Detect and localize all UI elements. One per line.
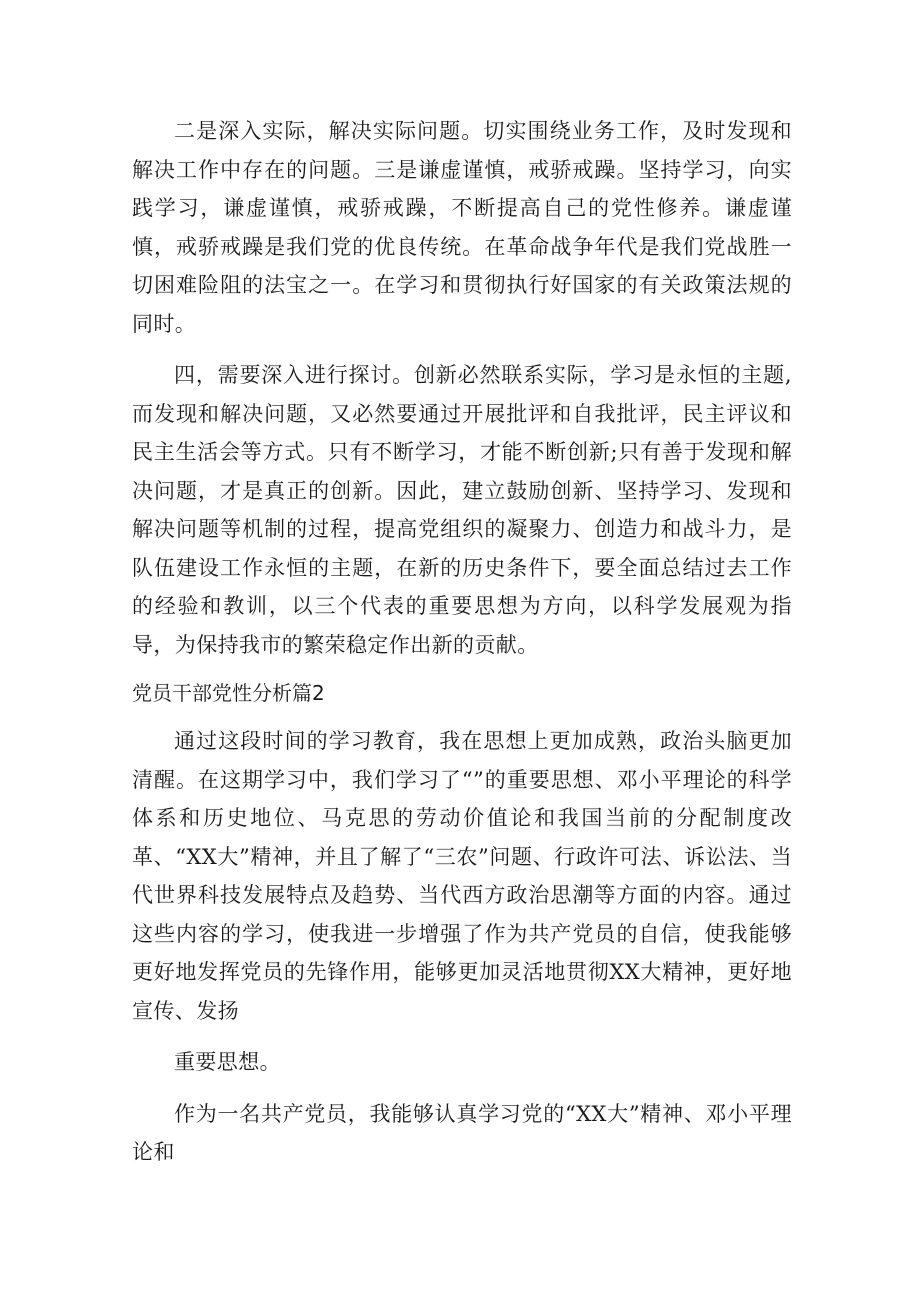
paragraph-practice: 二是深入实际，解决实际问题。切实围绕业务工作，及时发现和解决工作中存在的问题。三是谦虚谨慎，戒骄戒躁。坚持学习，向实践学习，谦虚谨慎，戒骄戒躁，不断提高自己的党性修养。谦虚谨慎，戒骄戒躁是我们党的优良传统。在革命战争年代是我们党战胜一切困难险阻的法宝之一。在学习和贯彻执行好国家的有关政策法规的同时。: [132, 119, 792, 336]
paragraph-study: 通过这段时间的学习教育，我在思想上更加成熟，政治头脑更加清醒。在这期学习中，我们学习了“”的重要思想、邓小平理论的科学体系和历史地位、马克思的劳动价值论和我国当前的分配制度改革、“XX大”精神，并且了解了“三农”问题、行政许可法、诉讼法、当代世界科技发展特点及趋势、当代西方政治思潮等方面的内容。通过这些内容的学习，使我进一步增强了作为共产党员的自信，使我能够更好地发挥党员的先锋作用，能够更加灵活地贯彻XX大精神，更好地宣传、发扬: [132, 729, 792, 1023]
paragraph-discussion: 四，需要深入进行探讨。创新必然联系实际，学习是永恒的主题,而发现和解决问题，又必然要通过开展批评和自我批评，民主评议和民主生活会等方式。只有不断学习，才能不断创新;只有善于发现和解决问题，才是真正的创新。因此，建立鼓励创新、坚持学习、发现和解决问题等机制的过程，提高党组织的凝聚力、创造力和战斗力，是队伍建设工作永恒的主题，在新的历史条件下，要全面总结过去工作的经验和教训，以三个代表的重要思想为方向，以科学发展观为指导，为保持我市的繁荣稳定作出新的贡献。: [132, 363, 792, 657]
paragraph-important-thought: 重要思想。: [174, 1050, 281, 1074]
paragraph-party-member: 作为一名共产党员，我能够认真学习党的“XX大”精神、邓小平理论和: [132, 1101, 792, 1164]
document-body: [132, 112, 792, 1172]
section-heading: 党员干部党性分析篇2: [132, 681, 325, 705]
